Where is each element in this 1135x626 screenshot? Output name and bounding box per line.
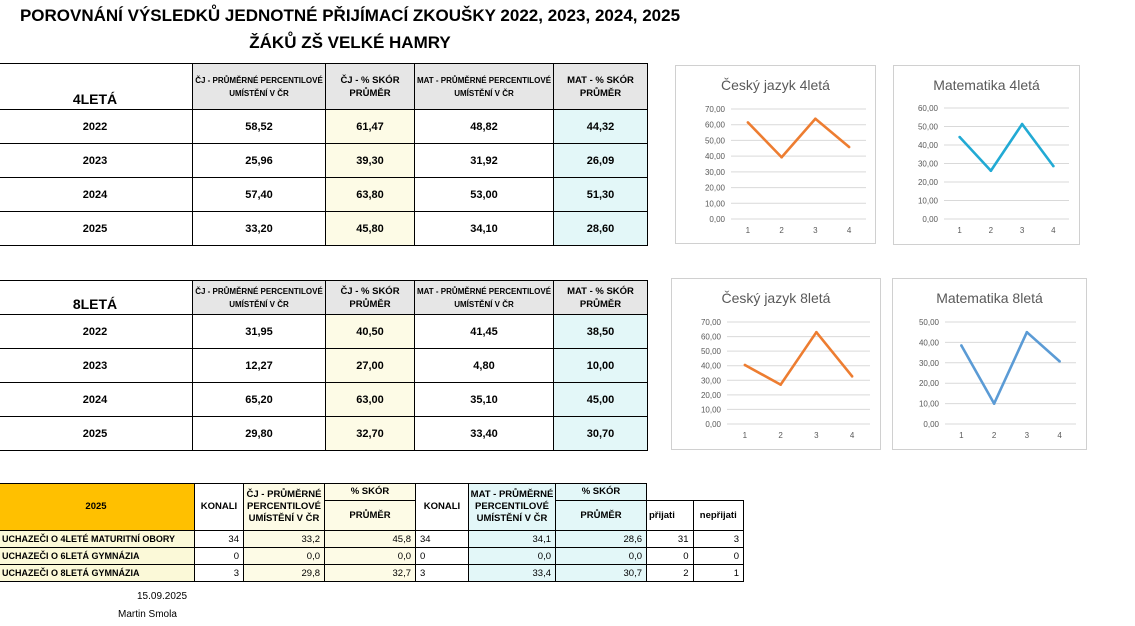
y-tick-label: 40,00 [918,338,939,348]
header-cj-skor: ČJ - % SKÓR PRŮMĚR [326,64,415,110]
x-tick-label: 2 [778,431,783,440]
year-cell: 2023 [0,144,193,178]
page-subtitle: ŽÁKŮ ZŠ VELKÉ HAMRY [249,33,451,52]
x-tick-label: 1 [745,226,751,235]
x-tick-label: 4 [1051,226,1056,235]
value-cell: 0 [693,548,744,565]
year-cell: 2022 [0,110,193,144]
x-tick-label: 2 [779,226,784,235]
value-cell: 31,95 [193,315,326,349]
year-cell: 2022 [0,315,193,349]
y-tick-label: 50,00 [917,122,938,132]
header-skor: % SKÓR [556,484,647,501]
data-point [744,364,747,367]
value-cell: 28,6 [556,531,647,548]
y-tick-label: 20,00 [918,379,939,389]
header-cj-skor: ČJ - % SKÓR PRŮMĚR [326,281,415,315]
y-tick-label: 40,00 [917,141,938,150]
value-cell: 61,47 [326,110,415,144]
value-cell: 45,80 [326,212,415,246]
value-cell: 1 [693,565,744,582]
data-point [815,331,818,334]
row-label: UCHAZEČI O 6LETÁ GYMNÁZIA [0,548,195,565]
header-mat-skor: MAT - % SKÓR PRŮMĚR [554,64,648,110]
table-label: 4LETÁ [0,64,193,110]
value-cell: 0,0 [469,548,556,565]
y-tick-label: 30,00 [918,358,939,368]
data-point [1021,123,1024,126]
x-tick-label: 3 [1024,431,1030,440]
x-tick-label: 4 [1057,431,1062,440]
header-prumer: PRŮMĚR [325,501,416,531]
value-cell: 29,8 [244,565,325,582]
x-tick-label: 4 [846,226,852,235]
value-cell: 45,00 [554,383,648,417]
value-cell: 2 [647,565,694,582]
data-point [779,383,782,386]
value-cell: 29,80 [193,417,326,451]
y-tick-label: 60,00 [704,120,725,130]
value-cell: 44,32 [554,110,648,144]
header-cj-pct: ČJ - PRŮMĚRNÉ PERCENTILOVÉ UMÍSTĚNÍ V ČR [244,484,325,531]
value-cell: 32,70 [326,417,415,451]
row-label: UCHAZEČI O 4LETÉ MATURITNÍ OBORY [0,531,195,548]
value-cell: 0,0 [244,548,325,565]
x-tick-label: 3 [813,226,818,235]
data-point [1026,331,1029,334]
value-cell: 28,60 [554,212,648,246]
chart-cj-4leta [675,65,876,244]
year-cell: 2025 [0,417,193,451]
y-tick-label: 0,00 [923,420,939,429]
data-point [747,121,750,124]
value-cell: 30,7 [556,565,647,582]
value-cell: 34 [416,531,469,548]
value-cell: 57,40 [193,178,326,212]
data-point [1052,165,1055,168]
y-tick-label: 10,00 [700,405,721,415]
series-line [961,332,1059,403]
year-cell: 2024 [0,383,193,417]
y-tick-label: 0,00 [705,420,721,429]
chart-mat-4leta [893,65,1080,245]
value-cell: 45,8 [325,531,416,548]
table-year: 2025 [0,484,195,531]
y-tick-label: 40,00 [704,152,725,162]
value-cell: 31,92 [415,144,554,178]
table-row [0,110,648,144]
header-skor: % SKÓR [325,484,416,501]
x-tick-label: 1 [742,431,748,440]
table-2025 [0,483,744,582]
value-cell: 38,50 [554,315,648,349]
data-point [990,169,993,172]
value-cell: 10,00 [554,349,648,383]
y-tick-label: 50,00 [700,347,721,357]
table-label: 8LETÁ [0,281,193,315]
value-cell: 3 [416,565,469,582]
value-cell: 34,10 [415,212,554,246]
y-tick-label: 60,00 [700,332,721,342]
value-cell: 40,50 [326,315,415,349]
data-point [848,146,851,149]
x-tick-label: 2 [988,226,994,235]
y-tick-label: 10,00 [917,196,938,206]
y-tick-label: 30,00 [700,376,721,386]
value-cell: 33,40 [415,417,554,451]
data-point [958,136,961,139]
series-line [745,332,852,384]
value-cell: 3 [195,565,244,582]
value-cell: 0 [647,548,694,565]
chart-mat-8leta [892,278,1087,450]
table-row [0,548,744,565]
value-cell: 33,2 [244,531,325,548]
x-tick-label: 4 [849,431,855,440]
value-cell: 39,30 [326,144,415,178]
table-row [0,315,648,349]
x-tick-label: 2 [991,431,997,440]
value-cell: 53,00 [415,178,554,212]
x-tick-label: 1 [959,431,964,440]
value-cell: 41,45 [415,315,554,349]
header-konali: KONALI [416,484,469,531]
value-cell: 30,70 [554,417,648,451]
header-konali: KONALI [195,484,244,531]
footer-author: Martin Smola [118,609,177,620]
y-tick-label: 60,00 [917,104,938,113]
header-mat-pct: MAT - PRŮMĚRNÉ PERCENTILOVÉ UMÍSTĚNÍ V ČR [469,484,556,531]
y-tick-label: 30,00 [704,167,725,177]
data-point [851,375,854,378]
y-tick-label: 0,00 [922,215,938,224]
value-cell: 34 [195,531,244,548]
value-cell: 35,10 [415,383,554,417]
value-cell: 25,96 [193,144,326,178]
value-cell: 26,09 [554,144,648,178]
table-row [0,349,648,383]
y-tick-label: 70,00 [700,318,721,327]
table-row [0,212,648,246]
chart-svg [672,279,880,449]
data-point [993,402,996,405]
header-mat-skor: MAT - % SKÓR PRŮMĚR [554,281,648,315]
header-cj-pct: ČJ - PRŮMĚRNÉ PERCENTILOVÉ UMÍSTĚNÍ V ČR [193,64,326,110]
value-cell: 0 [195,548,244,565]
y-tick-label: 40,00 [700,361,721,371]
y-tick-label: 10,00 [704,199,725,209]
value-cell: 0,0 [325,548,416,565]
x-tick-label: 3 [1019,226,1025,235]
y-tick-label: 50,00 [704,136,725,146]
x-tick-label: 1 [957,226,962,235]
chart-title: Matematika 4letá [933,77,1040,93]
value-cell: 63,00 [326,383,415,417]
value-cell: 0 [416,548,469,565]
y-tick-label: 10,00 [918,399,939,409]
y-tick-label: 20,00 [704,183,725,193]
header-cj-pct: ČJ - PRŮMĚRNÉ PERCENTILOVÉ UMÍSTĚNÍ V ČR [193,281,326,315]
table-row [0,144,648,178]
chart-svg [676,66,875,243]
value-cell: 65,20 [193,383,326,417]
table-row [0,383,648,417]
y-tick-label: 20,00 [700,390,721,400]
table-row [0,531,744,548]
chart-cj-8leta [671,278,881,450]
value-cell: 34,1 [469,531,556,548]
chart-title: Matematika 8letá [936,290,1043,306]
x-tick-label: 3 [814,431,819,440]
table-8leta [0,280,648,451]
row-label: UCHAZEČI O 8LETÁ GYMNÁZIA [0,565,195,582]
value-cell: 51,30 [554,178,648,212]
header-mat-pct: MAT - PRŮMĚRNÉ PERCENTILOVÉ UMÍSTĚNÍ V ČR [415,281,554,315]
chart-svg [894,66,1079,244]
data-point [814,117,817,120]
data-point [960,344,963,347]
chart-svg [893,279,1086,449]
header-neprijati: nepřijati [693,501,744,531]
value-cell: 3 [693,531,744,548]
table-4leta [0,63,648,246]
y-tick-label: 30,00 [917,159,938,169]
value-cell: 33,4 [469,565,556,582]
value-cell: 33,20 [193,212,326,246]
value-cell: 4,80 [415,349,554,383]
table-row [0,178,648,212]
value-cell: 31 [647,531,694,548]
data-point [780,156,783,159]
footer-date: 15.09.2025 [137,591,188,602]
data-point [1058,360,1061,363]
value-cell: 48,82 [415,110,554,144]
year-cell: 2025 [0,212,193,246]
value-cell: 27,00 [326,349,415,383]
page-title: POROVNÁNÍ VÝSLEDKŮ JEDNOTNÉ PŘIJÍMACÍ ZKOUŠKY 2022, 2023, 2024, 2025 [19,6,681,25]
chart-title: Český jazyk 4letá [721,77,830,93]
year-cell: 2023 [0,349,193,383]
chart-title: Český jazyk 8letá [721,290,831,306]
header-mat-pct: MAT - PRŮMĚRNÉ PERCENTILOVÉ UMÍSTĚNÍ V ČR [415,64,554,110]
y-tick-label: 0,00 [709,215,725,224]
value-cell: 32,7 [325,565,416,582]
table-row [0,565,744,582]
y-tick-label: 50,00 [918,318,939,327]
header-prumer: PRŮMĚR [556,501,647,531]
value-cell: 0,0 [556,548,647,565]
value-cell: 12,27 [193,349,326,383]
year-cell: 2024 [0,178,193,212]
y-tick-label: 70,00 [704,105,725,114]
value-cell: 63,80 [326,178,415,212]
y-tick-label: 20,00 [917,178,938,187]
header-prijati: přijati [647,501,694,531]
value-cell: 58,52 [193,110,326,144]
table-row [0,417,648,451]
